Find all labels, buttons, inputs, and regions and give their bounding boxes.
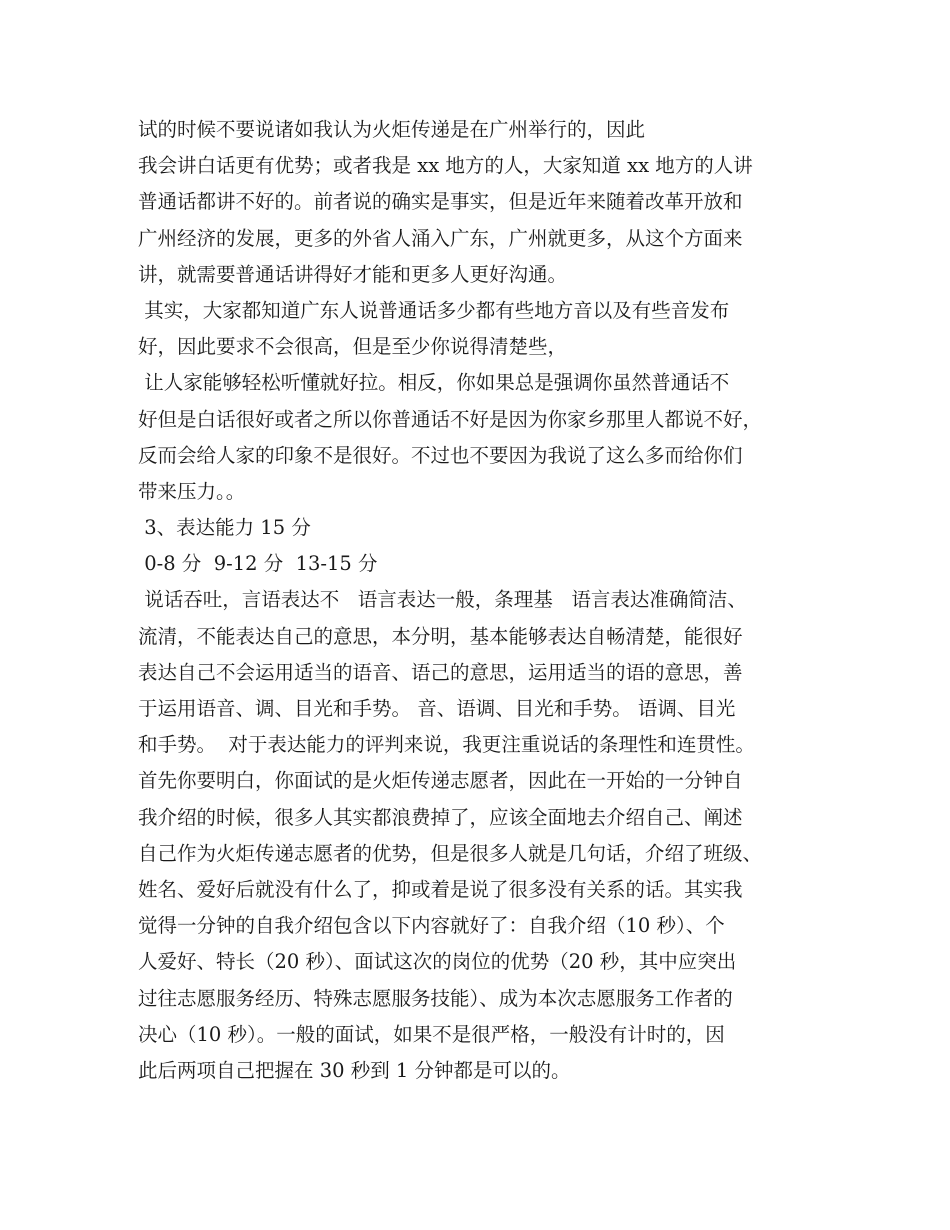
text-line-3: 普通话都讲不好的。前者说的确实是事实，但是近年来随着改革开放和 bbox=[138, 190, 743, 214]
text-line-20: 我介绍的时候，很多人其实都浪费掉了，应该全面地去介绍自己、阐述 bbox=[138, 805, 743, 829]
section-heading-expression-ability: 3、表达能力 15 分 bbox=[138, 516, 311, 540]
text-line-11: 带来压力。。 bbox=[138, 479, 246, 503]
text-line-5: 讲，就需要普通话讲得好才能和更多人更好沟通。 bbox=[138, 262, 568, 286]
text-line-7: 好，因此要求不会很高，但是至少你说得清楚些， bbox=[138, 335, 568, 359]
text-line-23: 觉得一分钟的自我介绍包含以下内容就好了：自我介绍（10 秒）、个 bbox=[138, 914, 725, 938]
text-line-24: 人爱好、特长（20 秒）、面试这次的岗位的优势（20 秒，其中应突出 bbox=[138, 950, 737, 974]
text-line-19: 首先你要明白，你面试的是火炬传递志愿者，因此在一开始的一分钟自 bbox=[138, 769, 743, 793]
text-line-22: 姓名、爱好后就没有什么了，抑或着是说了很多没有关系的话。其实我 bbox=[138, 877, 743, 901]
score-ranges: 0-8 分 9-12 分 13-15 分 bbox=[138, 552, 378, 576]
text-line-10: 反而会给人家的印象不是很好。不过也不要因为我说了这么多而给你们 bbox=[138, 443, 743, 467]
text-line-26: 决心（10 秒）。一般的面试，如果不是很严格，一般没有计时的，因 bbox=[138, 1022, 725, 1046]
text-line-16: 表达自己不会运用适当的语音、语己的意思，运用适当的语的意思，善 bbox=[138, 660, 743, 684]
document-body bbox=[138, 112, 828, 1089]
text-line-9: 好但是白话很好或者之所以你普通话不好是因为你家乡那里人都说不好， bbox=[138, 407, 763, 431]
text-line-25: 过往志愿服务经历、特殊志愿服务技能）、成为本次志愿服务工作者的 bbox=[138, 986, 733, 1010]
text-line-18: 和手势。 对于表达能力的评判来说，我更注重说话的条理性和连贯性。 bbox=[138, 733, 755, 757]
text-line-27: 此后两项自己把握在 30 秒到 1 分钟都是可以的。 bbox=[138, 1058, 571, 1082]
text-line-1: 试的时候不要说诸如我认为火炬传递是在广州举行的，因此 bbox=[138, 118, 646, 141]
text-line-14: 说话吞吐，言语表达不 语言表达一般，条理基 语言表达准确简洁、 bbox=[138, 588, 747, 612]
text-line-2: 我会讲白话更有优势；或者我是 xx 地方的人，大家知道 xx 地方的人讲 bbox=[138, 154, 753, 178]
text-line-8: 让人家能够轻松听懂就好拉。相反，你如果总是强调你虽然普通话不 bbox=[138, 371, 730, 395]
text-line-15: 流清，不能表达自己的意思，本分明，基本能够表达自畅清楚，能很好 bbox=[138, 624, 743, 648]
text-line-17: 于运用语音、调、目光和手势。 音、语调、目光和手势。 语调、目光 bbox=[138, 697, 736, 720]
text-line-6: 其实，大家都知道广东人说普通话多少都有些地方音以及有些音发布 bbox=[138, 298, 730, 322]
text-line-4: 广州经济的发展，更多的外省人涌入广东，广州就更多，从这个方面来 bbox=[138, 226, 743, 250]
text-line-21: 自己作为火炬传递志愿者的优势，但是很多人就是几句话，介绍了班级、 bbox=[138, 841, 763, 865]
